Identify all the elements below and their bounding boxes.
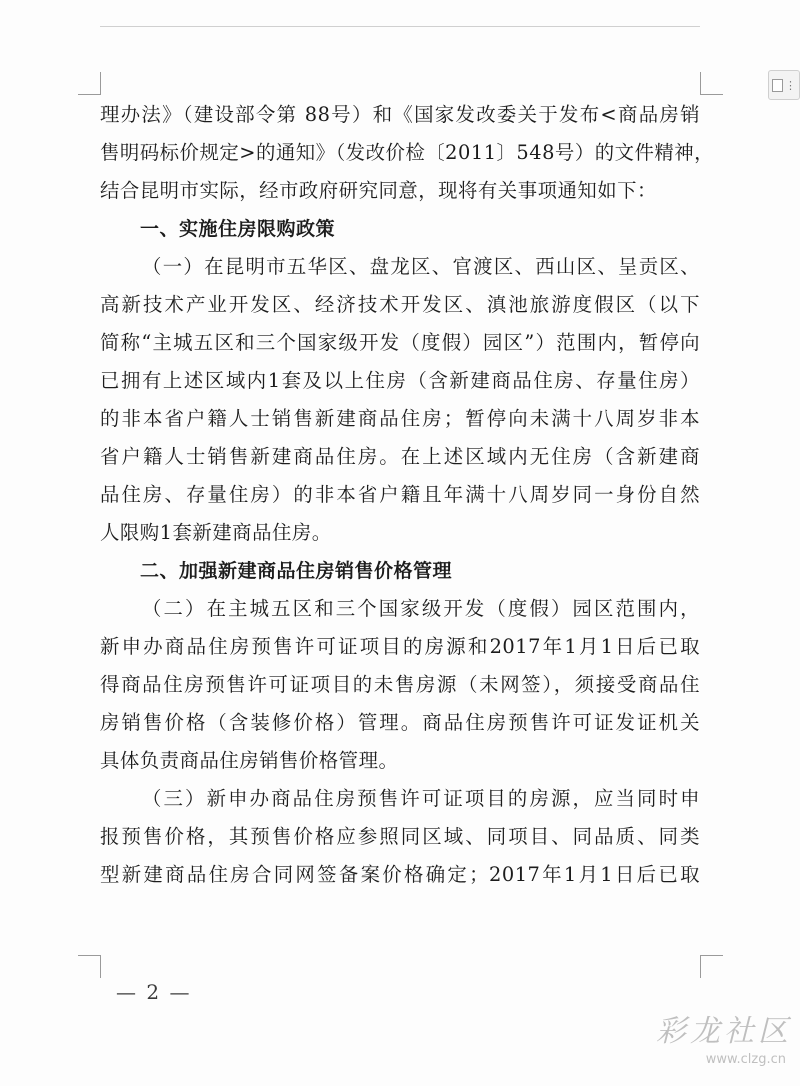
text-line: 售明码标价规定>的通知》（发改价检〔2011〕548号）的文件精神， [100,141,715,164]
text-line: 高新技术产业开发区、经济技术开发区、滇池旅游度假区（以下 [100,293,700,316]
text-line: 报预售价格，其预售价格应参照同区域、同项目、同品质、同类 [100,825,700,848]
paragraph-start-3: （三）新申办商品住房预售许可证项目的房源，应当同时申 [142,787,700,810]
text-line: 理办法》（建设部令第 88号）和《国家发改委关于发布<商品房销 [100,103,700,126]
text-line: 新申办商品住房预售许可证项目的房源和2017年1月1日后已取 [100,635,700,658]
text-line: 省户籍人士销售新建商品住房。在上述区域内无住房（含新建商 [100,445,700,468]
text-line: 简称“主城五区和三个国家级开发（度假）园区”）范围内，暂停向 [100,331,700,354]
paragraph-start-2: （二）在主城五区和三个国家级开发（度假）园区范围内， [142,597,700,620]
watermark-url: www.clzg.cn [705,1052,786,1067]
text-line: 房销售价格（含装修价格）管理。商品住房预售许可证发证机关 [100,711,700,734]
text-line: 品住房、存量住房）的非本省户籍且年满十八周岁同一身份自然 [100,483,700,506]
crop-mark-top-left [78,72,101,95]
crop-mark-bottom-right [700,955,723,978]
text-line: 具体负责商品住房销售价格管理。 [100,749,399,772]
crop-mark-bottom-left [78,955,101,978]
text-line: 型新建商品住房合同网签备案价格确定；2017年1月1日后已取 [100,863,700,886]
text-line: 的非本省户籍人士销售新建商品住房；暂停向未满十八周岁非本 [100,407,700,430]
text-line: 得商品住房预售许可证项目的未售房源（未网签），须接受商品住 [100,673,700,696]
document-body [100,96,715,894]
crop-mark-top-right [700,72,723,95]
text-line: 已拥有上述区域内1套及以上住房（含新建商品住房、存量住房） [100,369,700,392]
menu-dots-icon: ⋮ [785,78,796,92]
paragraph-start-1: （一）在昆明市五华区、盘龙区、官渡区、西山区、呈贡区、 [142,255,700,278]
watermark-brand: 彩龙社区 [656,1014,792,1049]
section-heading-2: 二、加强新建商品住房销售价格管理 [140,560,453,582]
page-number: — 2 — [116,980,192,1004]
text-line: 结合昆明市实际，经市政府研究同意，现将有关事项通知如下： [100,179,657,202]
section-heading-1: 一、实施住房限购政策 [140,218,336,240]
page-view-icon [772,79,783,92]
site-watermark [606,1012,792,1082]
text-line: 人限购1套新建商品住房。 [100,521,332,544]
page-top-rule [100,26,700,27]
side-toolbar-toggle[interactable] [768,70,800,100]
